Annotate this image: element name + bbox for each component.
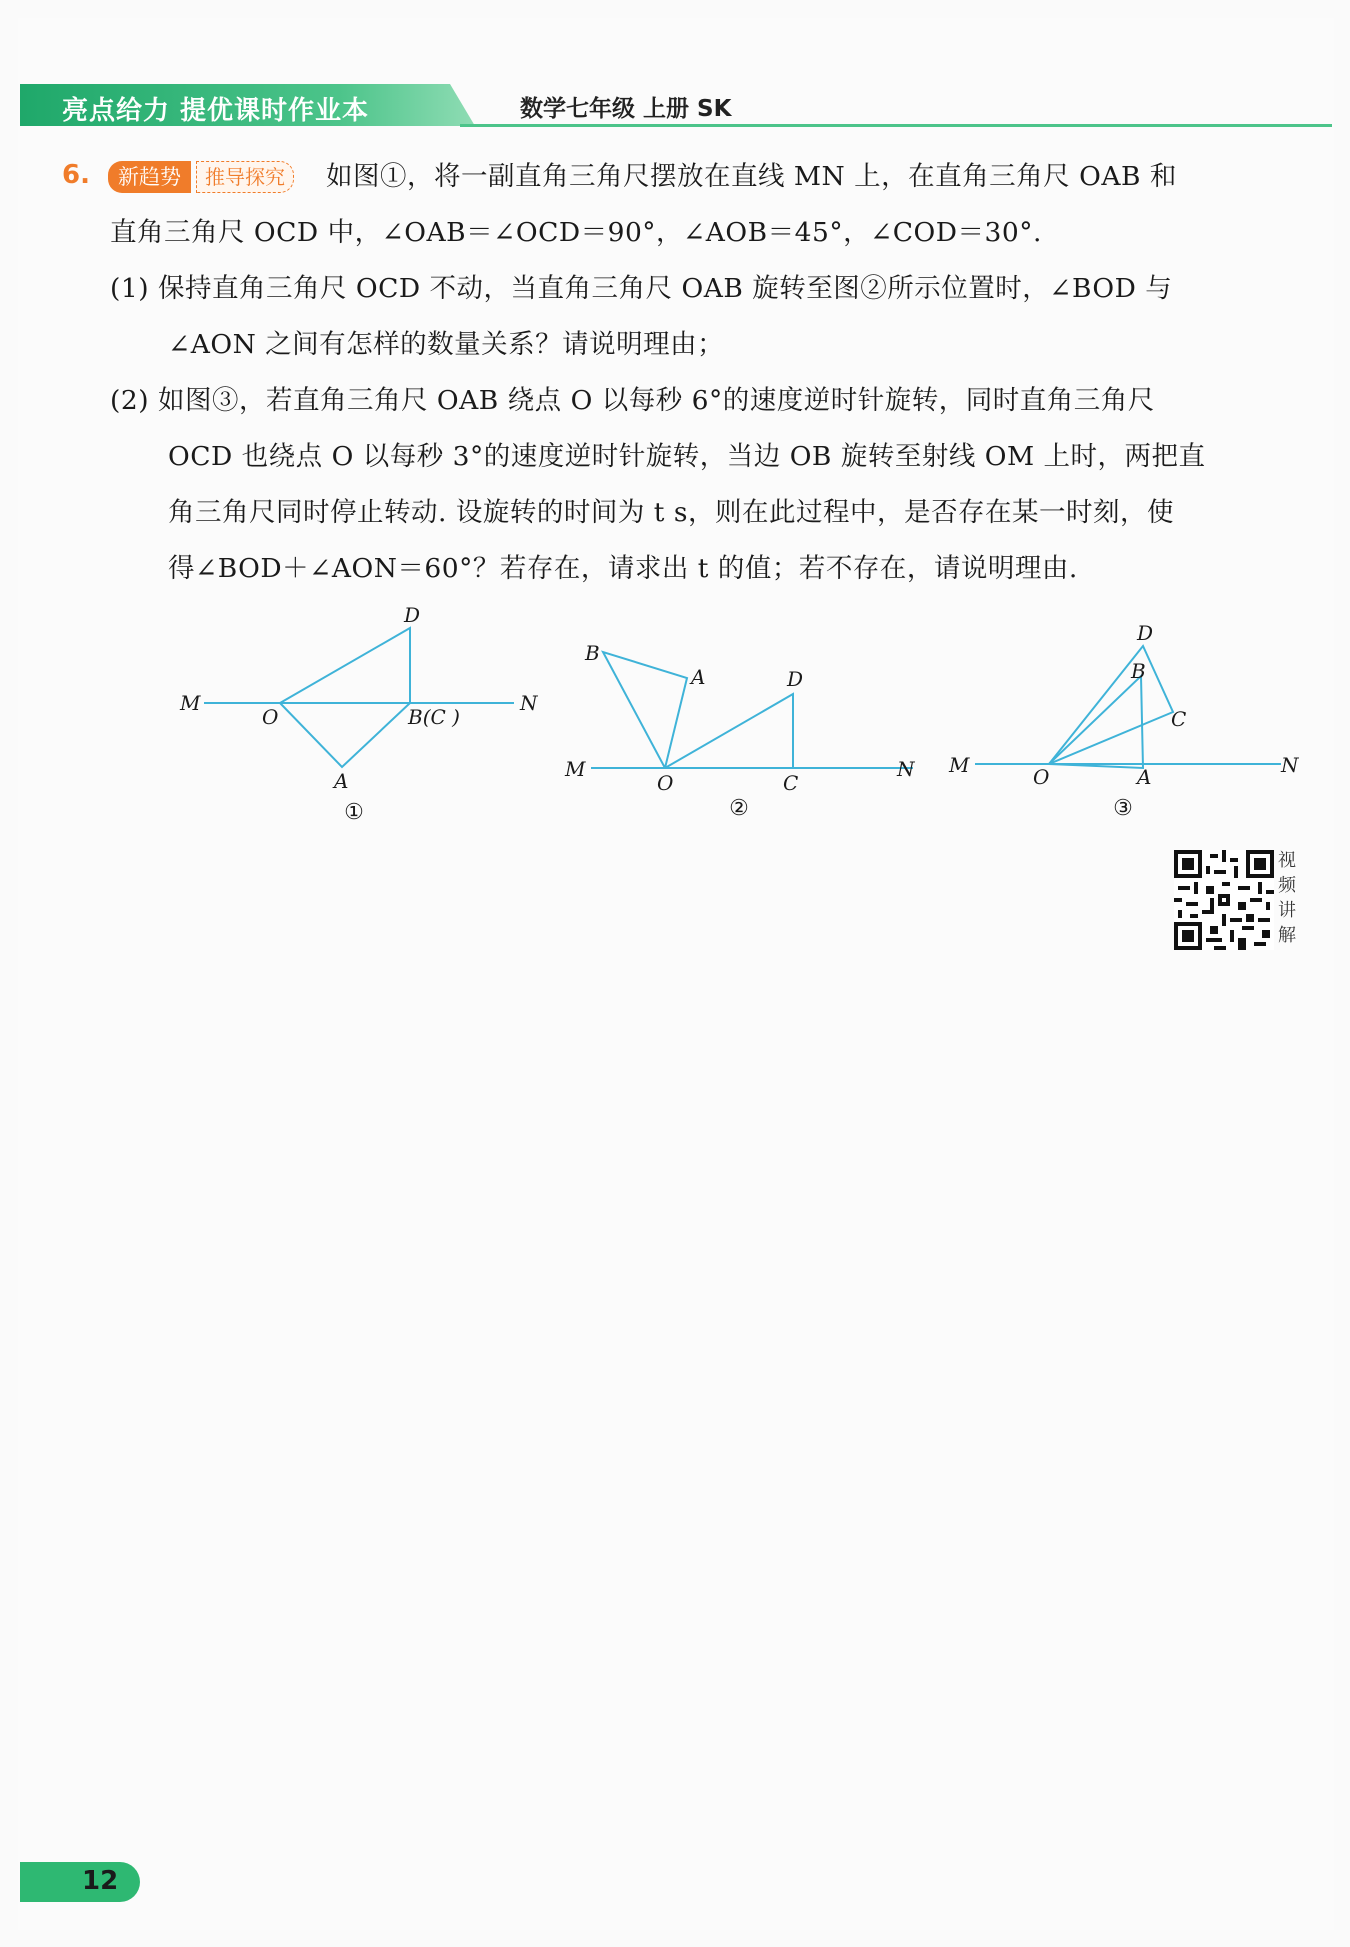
trend-tag: 新趋势: [108, 161, 191, 193]
figure-1-diagram: [170, 600, 540, 830]
page-number: 12: [82, 1866, 119, 1896]
label-n: N: [897, 757, 915, 781]
header-rule: [460, 124, 1332, 127]
part1-line-2: ∠AON 之间有怎样的数量关系？请说明理由；: [168, 329, 725, 360]
label-a: A: [691, 665, 706, 689]
figure-2: [555, 640, 935, 830]
label-o: O: [262, 705, 279, 729]
part2-line-3: 角三角尺同时停止转动. 设旋转的时间为 t s，则在此过程中，是否存在某一时刻，使: [168, 497, 1174, 528]
label-o: O: [657, 771, 674, 795]
part2-line-1: (2) 如图③，若直角三角尺 OAB 绕点 O 以每秒 6°的速度逆时针旋转，同时直角三角尺: [110, 385, 1155, 416]
label-d: D: [1137, 621, 1154, 645]
triangle-oab: [1049, 676, 1143, 768]
inquiry-tag: 推导探究: [196, 161, 294, 193]
problem-line-2: 直角三角尺 OCD 中，∠OAB＝∠OCD＝90°，∠AOB＝45°，∠COD＝30°.: [110, 217, 1042, 248]
book-subject: 数学七年级 上册 SK: [520, 96, 732, 122]
figure-3: [945, 620, 1305, 830]
label-n: N: [1281, 753, 1299, 777]
label-a: A: [1137, 765, 1152, 789]
page-number-tab: [20, 1862, 140, 1902]
part2-line-2: OCD 也绕点 O 以每秒 3°的速度逆时针旋转，当边 OB 旋转至射线 OM 上时，两把直: [168, 441, 1206, 472]
label-b: B: [1131, 659, 1146, 683]
label-d: D: [787, 667, 804, 691]
triangle-ocd: [280, 628, 410, 703]
figure-3-caption: ③: [1113, 796, 1133, 821]
figure-1-caption: ①: [344, 800, 364, 825]
part1-line-1: (1) 保持直角三角尺 OCD 不动，当直角三角尺 OAB 旋转至图②所示位置时，∠BOD 与: [110, 273, 1173, 304]
problem-line-1: 如图①，将一副直角三角尺摆放在直线 MN 上，在直角三角尺 OAB 和: [326, 161, 1177, 192]
video-qr-code[interactable]: [1174, 850, 1274, 950]
label-c: C: [1171, 707, 1187, 731]
qr-code-icon: [1174, 850, 1274, 950]
label-o: O: [1033, 765, 1050, 789]
label-b: B: [585, 641, 600, 665]
triangle-ocd: [665, 694, 793, 768]
problem-number: 6.: [62, 160, 90, 190]
series-title: 亮点给力 提优课时作业本: [62, 96, 370, 126]
page-header: [20, 84, 1332, 130]
video-explanation-label: 视频讲解: [1278, 850, 1296, 946]
triangle-oab: [280, 703, 410, 767]
label-m: M: [949, 753, 970, 777]
figure-2-caption: ②: [729, 796, 749, 821]
label-m: M: [565, 757, 586, 781]
label-m: M: [180, 691, 201, 715]
figure-1: [170, 600, 540, 830]
label-n: N: [520, 691, 538, 715]
label-d: D: [404, 603, 421, 627]
label-a: A: [334, 769, 349, 793]
label-c: C: [783, 771, 799, 795]
part2-line-4: 得∠BOD＋∠AON＝60°？若存在，请求出 t 的值；若不存在，请说明理由.: [168, 553, 1078, 584]
label-bc: B(C ): [408, 705, 460, 729]
triangle-oab: [603, 652, 687, 768]
